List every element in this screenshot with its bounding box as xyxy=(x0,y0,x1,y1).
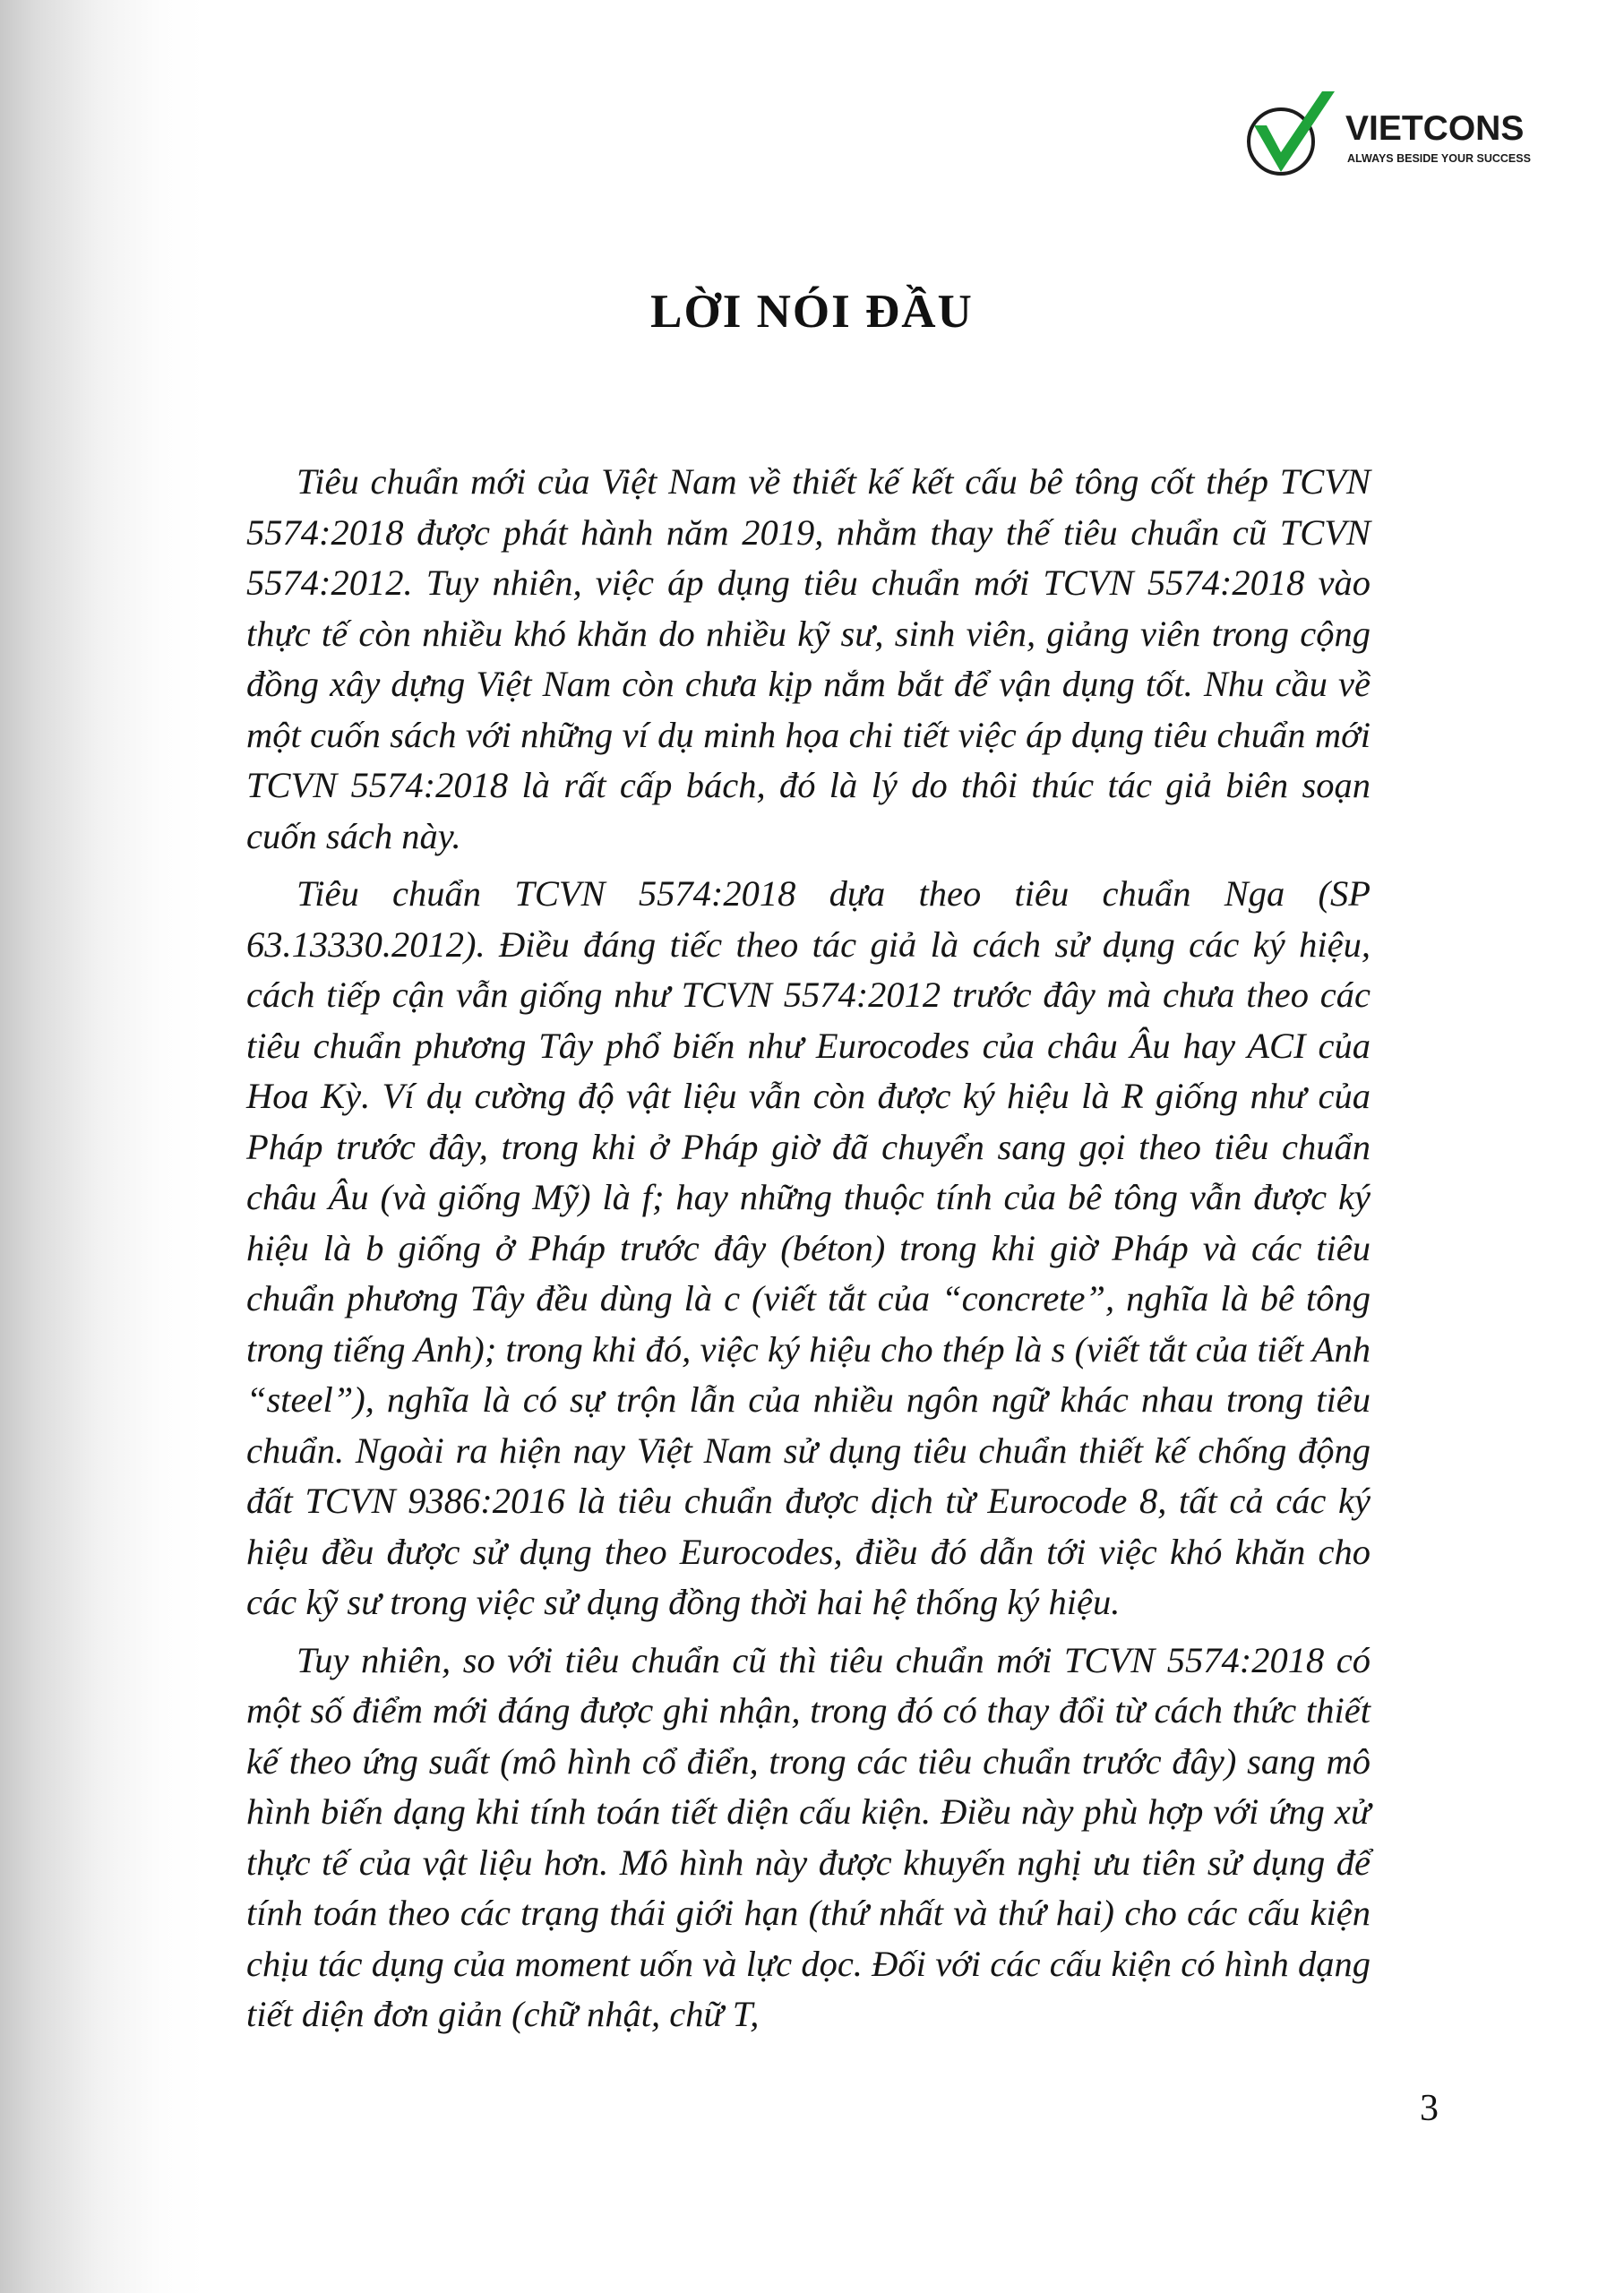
body-text xyxy=(246,457,1371,2048)
paragraph-3: Tuy nhiên, so với tiêu chuẩn cũ thì tiêu chuẩn mới TCVN 5574:2018 có một số điểm mới đáng được ghi nhận, trong đó có thay đổi từ cách thức thiết kế theo ứng suất (mô hình cổ điển, trong các tiêu chuẩn trước đây) sang mô hình biến dạng khi tính toán tiết diện cấu kiện. Điều này phù hợp với ứng xử thực tế của vật liệu hơn. Mô hình này được khuyến nghị ưu tiên sử dụng để tính toán theo các trạng thái giới hạn (thứ nhất và thứ hai) cho các cấu kiện chịu tác dụng của moment uốn và lực dọc. Đối với các cấu kiện có hình dạng tiết diện đơn giản (chữ nhật, chữ T, xyxy=(246,1639,1371,2034)
page-title: LỜI NÓI ĐẦU xyxy=(650,286,974,338)
logo-tagline: ALWAYS BESIDE YOUR SUCCESS xyxy=(1347,152,1531,165)
vietcons-logo xyxy=(1236,86,1541,185)
paragraph-2: Tiêu chuẩn TCVN 5574:2018 dựa theo tiêu chuẩn Nga (SP 63.13330.2012). Điều đáng tiếc theo tác giả là cách sử dụng các ký hiệu, cách tiếp cận vẫn giống như TCVN 5574:2012 trước đây mà chưa theo các tiêu chuẩn phương Tây phổ biến như Eurocodes của châu Âu hay ACI của Hoa Kỳ. Ví dụ cường độ vật liệu vẫn còn được ký hiệu là R giống như của Pháp trước đây, trong khi ở Pháp giờ đã chuyển sang gọi theo tiêu chuẩn châu Âu (và giống Mỹ) là f; hay những thuộc tính của bê tông vẫn được ký hiệu là b giống ở Pháp trước đây (béton) trong khi giờ Pháp và các tiêu chuẩn phương Tây đều dùng là c (viết tắt của “concrete”, nghĩa là bê tông trong tiếng Anh); trong khi đó, việc ký hiệu cho thép là s (viết tắt của tiết Anh “steel”), nghĩa là có sự trộn lẫn của nhiều ngôn ngữ khác nhau trong tiêu chuẩn. Ngoài ra hiện nay Việt Nam sử dụng tiêu chuẩn thiết kế chống động đất TCVN 9386:2016 là tiêu chuẩn được dịch từ Eurocode 8, tất cả các ký hiệu đều được sử dụng theo Eurocodes, điều đó dẫn tới việc khó khăn cho các kỹ sư trong việc sử dụng đồng thời hai hệ thống ký hiệu. xyxy=(246,873,1371,1622)
paragraph-1: Tiêu chuẩn mới của Việt Nam về thiết kế kết cấu bê tông cốt thép TCVN 5574:2018 được phát hành năm 2019, nhằm thay thế tiêu chuẩn cũ TCVN 5574:2012. Tuy nhiên, việc áp dụng tiêu chuẩn mới TCVN 5574:2018 vào thực tế còn nhiều khó khăn do nhiều kỹ sư, sinh viên, giảng viên trong cộng đồng xây dựng Việt Nam còn chưa kịp nắm bắt để vận dụng tốt. Nhu cầu về một cuốn sách với những ví dụ minh họa chi tiết việc áp dụng tiêu chuẩn mới TCVN 5574:2018 là rất cấp bách, đó là lý do thôi thúc tác giả biên soạn cuốn sách này. xyxy=(246,461,1371,856)
logo-name: VIETCONS xyxy=(1345,109,1525,148)
check-mark-icon xyxy=(1236,86,1344,185)
page-number: 3 xyxy=(1420,2088,1439,2129)
